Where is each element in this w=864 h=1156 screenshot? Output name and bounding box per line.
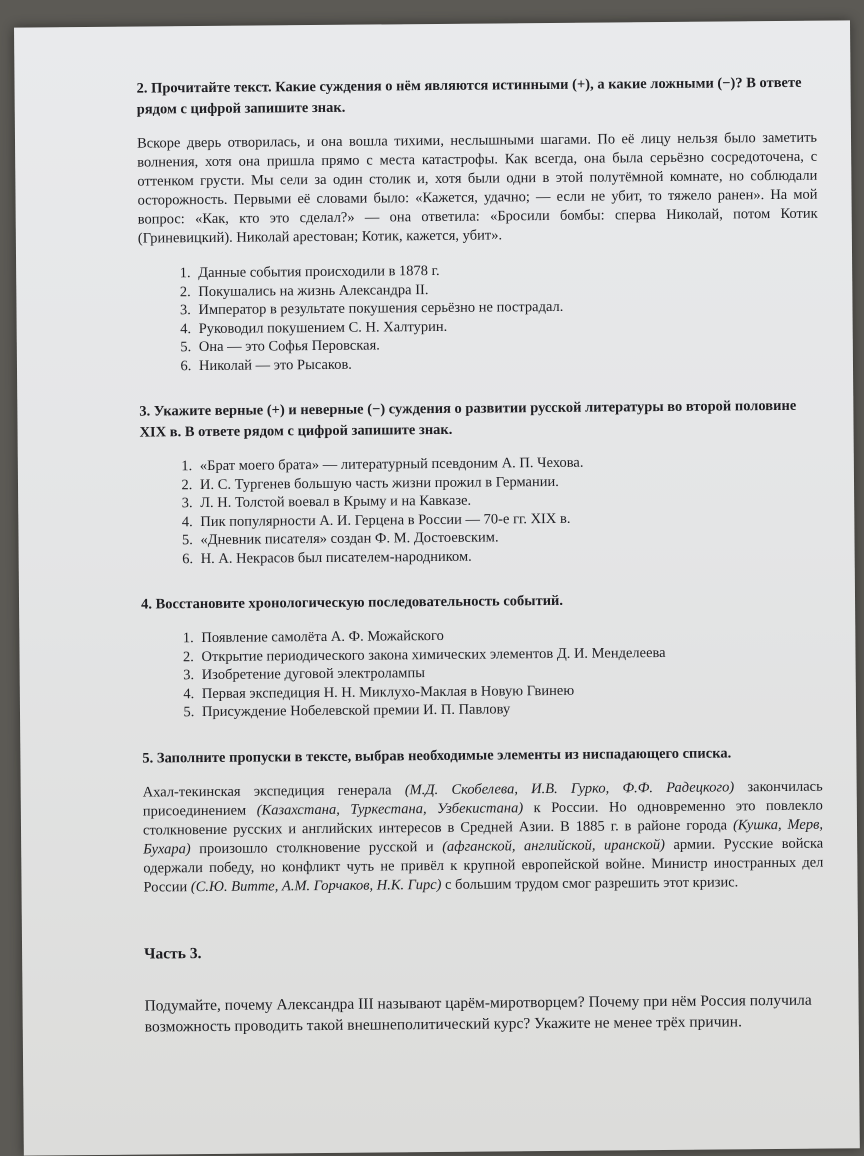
dropdown-options: (С.Ю. Витте, А.М. Горчаков, Н.К. Гирс) [190,876,442,895]
part-3-question: Подумайте, почему Александра III называют царём-миротворцем? Почему при нём Россия получила возможность проводить такой внешнеполитический курс? Укажите не менее трёх причин. [144,991,812,1036]
list-item: 2. Открытие периодического закона химических элементов Д. И. Менделеева [197,642,821,666]
text-segment: с большим трудом смог разрешить этот кризис. [441,873,739,893]
task-4-list [141,624,822,722]
text-segment: армии. Русские войска одержали победу, но конфликт чуть не привёл к крупной европейской войне. Министр иностранных дел России [143,835,824,896]
text-segment: к России. Но одновременно это повлекло столкновение русских и английских интересов в Средней Азии. В 1885 г. в районе города [142,797,823,839]
list-item: 3. Изобретение дуговой электролампы [198,661,822,685]
task-4-question: 4. Восстановите хронологическую последовательность событий. [140,592,564,613]
task-2 [136,73,819,376]
task-2-question: 2. Прочитайте текст. Какие суждения о нём являются истинными (+), а какие ложными (−)? В ответе рядом с цифрой запишите знак. [136,74,802,118]
task-3-list [140,452,821,569]
dropdown-options: (афганской, английской, иранской) [442,836,666,855]
list-item: 4. Руководил покушением С. Н. Халтурин. [195,314,819,338]
dropdown-options: (М.Д. Скобелева, И.В. Гурко, Ф.Ф. Радецкого) [404,778,735,798]
task-3-question: 3. Укажите верные (+) и неверные (−) суждения о развитии русской литературы во второй половине XIX в. В ответе рядом с цифрой запишите знак. [139,397,797,441]
dropdown-options: (Казахстана, Туркестана, Узбекистана) [256,799,524,819]
list-item: 3. Император в результате покушения серьёзно не пострадал. [194,296,818,320]
list-item: 5. Она — это Софья Перовская. [195,333,819,357]
list-item: 1. «Брат моего брата» — литературный псевдоним А. П. Чехова. [196,452,820,476]
task-3 [139,396,820,569]
dropdown-options: (Кушка, Мерв, Бухара) [143,816,824,858]
list-item: 3. Л. Н. Толстой воевал в Крыму и на Кавказе. [196,489,820,513]
text-segment: произошло столкновение русской и [190,838,443,857]
list-item: 5. «Дневник писателя» создан Ф. М. Достоевским. [196,526,820,550]
list-item: 2. Покушались на жизнь Александра II. [194,277,818,301]
paper-sheet [14,20,860,1155]
part-3-title: Часть 3. [144,944,202,963]
task-2-list [138,259,819,376]
task-4 [141,589,822,722]
task-5-question: 5. Заполните пропуски в тексте, выбрав необходимые элементы из ниспадающего списка. [142,744,732,767]
list-item: 6. Н. А. Некрасов был писателем-народником. [197,544,821,568]
list-item: 4. Первая экспедиция Н. Н. Миклухо-Маклая в Новую Гвинею [198,679,822,703]
task-5-text [143,777,824,897]
list-item: 4. Пик популярности А. И. Герцена в России — 70-е гг. XIX в. [196,507,820,531]
list-item: 1. Появление самолёта А. Ф. Можайского [197,624,821,648]
list-item: 1. Данные события происходили в 1878 г. [194,259,818,283]
worksheet-content [136,73,824,1037]
list-item: 5. Присуждение Нобелевской премии И. П. Павлову [198,698,822,722]
list-item: 6. Николай — это Рысаков. [195,351,819,375]
text-segment: закончилась присоединением [142,778,823,820]
list-item: 2. И. С. Тургенев большую часть жизни прожил в Германии. [196,470,820,494]
text-segment: Ахал-текинская экспедиция генерала [142,781,405,801]
task-2-text: Вскоре дверь отворилась, и она вошла тихими, неслышными шагами. По её лицу нельзя было заметить волнения, хотя она пришла прямо с места катастрофы. Как всегда, она была серьёзно сосредоточена, с оттенком грусти. Мы сели за один столик и, хотя были одни в этой полутёмной комнате, но соблюдали осторожность. Первыми её словами было: «Кажется, удачно; — если не убит, то тяжело ранен». На мой вопрос: «Как, кто это сделал?» — она ответила: «Бросили бомбы: сперва Николай, потом Котик (Гриневицкий). Николай арестован; Котик, кажется, убит». [136,129,818,247]
task-5 [142,742,823,897]
